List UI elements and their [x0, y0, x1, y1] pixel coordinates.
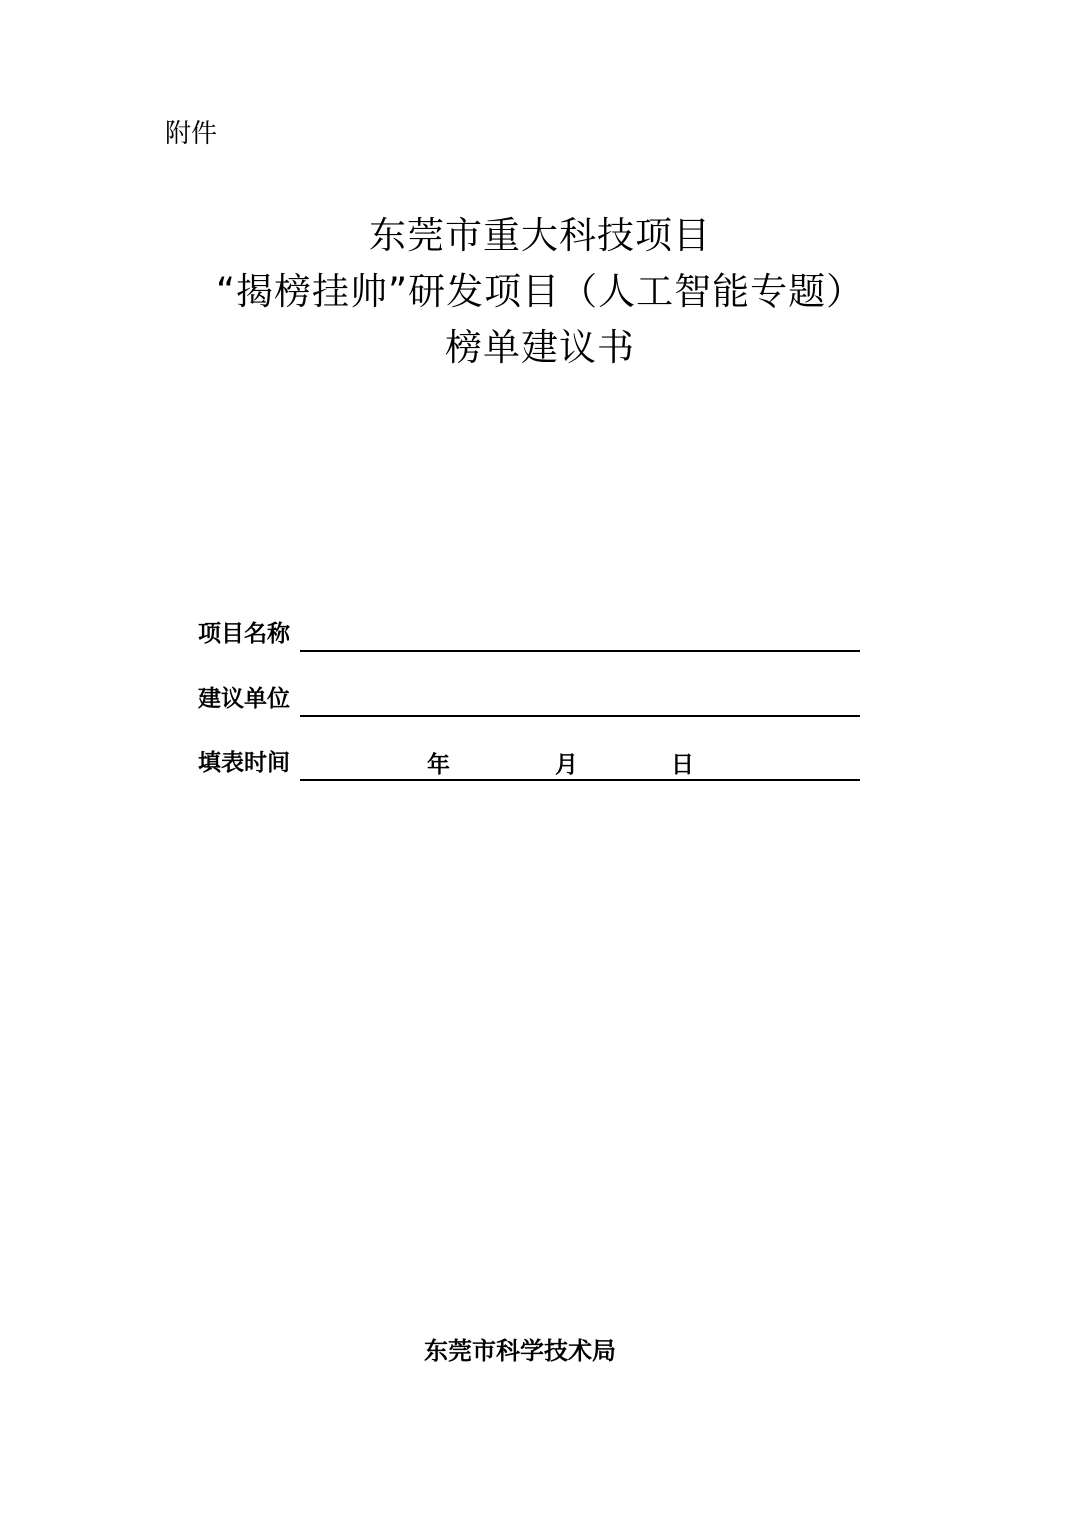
month-label: 月	[555, 751, 578, 778]
fill-date-label: 填表时间	[198, 749, 290, 776]
title-line-2: “揭榜挂帅”研发项目（人工智能专题）	[215, 270, 865, 313]
document-title	[0, 208, 1080, 376]
title-line-1: 东莞市重大科技项目	[369, 214, 711, 257]
attachment-label: 附件	[165, 119, 218, 149]
project-name-row	[198, 612, 860, 652]
year-label: 年	[427, 751, 450, 778]
proposing-unit-label: 建议单位	[198, 685, 290, 712]
project-name-field[interactable]	[300, 650, 860, 652]
project-name-label: 项目名称	[198, 620, 290, 647]
day-label: 日	[671, 751, 694, 778]
proposing-unit-field[interactable]	[300, 715, 860, 717]
fill-date-field[interactable]	[300, 779, 860, 781]
fill-date-row	[198, 741, 860, 781]
title-line-3: 榜单建议书	[445, 326, 635, 369]
proposing-unit-row	[198, 677, 860, 717]
issuer-name: 东莞市科学技术局	[424, 1336, 616, 1365]
